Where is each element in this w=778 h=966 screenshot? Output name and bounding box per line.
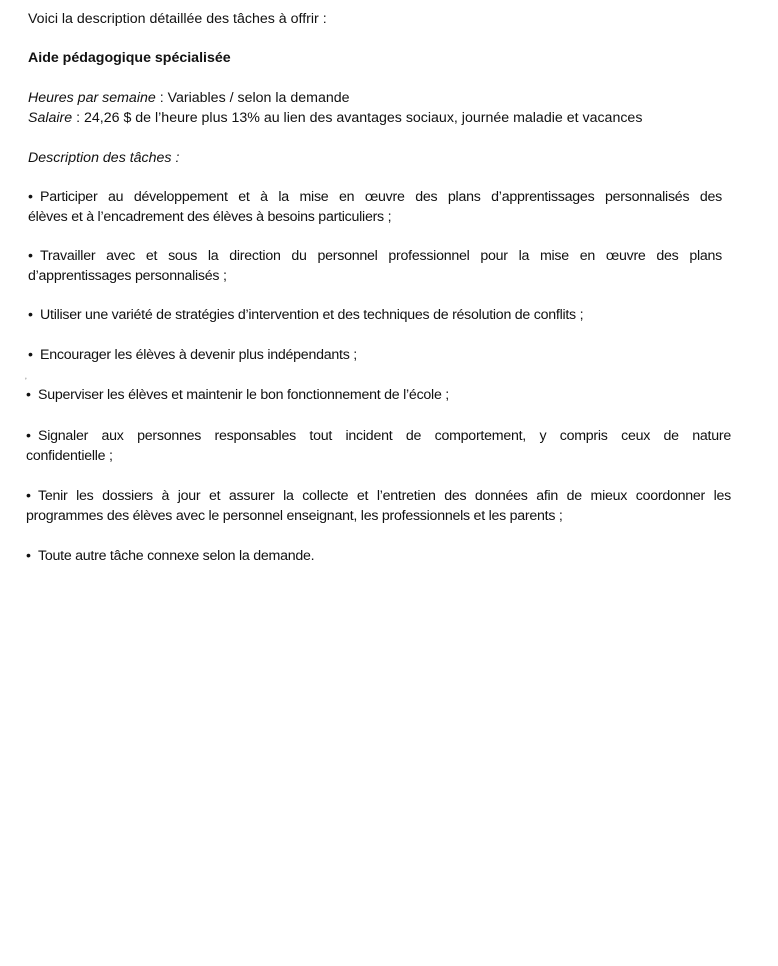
task-text: Signaler aux personnes responsables tout incident de comportement, y compris ceux de nature [38,428,731,444]
task-item [28,187,722,227]
salary-value: 24,26 $ de l’heure plus 13% au lien des avantages sociaux, journée maladie et vacances [84,110,643,126]
task-item [26,385,449,405]
bullet-icon: • [26,428,31,444]
salary-separator: : [72,110,84,126]
salary-line [28,108,642,128]
task-text: Utiliser une variété de stratégies d’intervention et des techniques de résolution de conflits ; [40,307,584,323]
task-text-continued: confidentielle ; [26,448,113,464]
task-item [26,486,731,526]
task-text: Toute autre tâche connexe selon la demande. [38,548,315,564]
bullet-icon: • [26,488,31,504]
task-item [28,305,583,325]
task-item [28,246,722,286]
stray-mark: ʼ [25,377,27,386]
task-text: Participer au développement et à la mise en œuvre des plans d’apprentissages personnalisés des [40,189,722,205]
bullet-icon: • [28,248,33,264]
bullet-icon: • [28,347,33,363]
job-title: Aide pédagogique spécialisée [28,50,231,66]
bullet-icon: • [28,189,33,205]
task-text-continued: d’apprentissages personnalisés ; [28,268,227,284]
task-text: Encourager les élèves à devenir plus indépendants ; [40,347,357,363]
task-text-continued: programmes des élèves avec le personnel enseignant, les professionnels et les parents ; [26,508,563,524]
hours-value: Variables / selon la demande [167,90,350,106]
bullet-icon: • [26,548,31,564]
salary-label: Salaire [28,110,73,126]
task-item [26,546,314,566]
task-text: Travailler avec et sous la direction du personnel professionnel pour la mise en œuvre des plans [40,248,722,264]
tasks-heading: Description des tâches : [28,150,180,166]
task-item [26,426,731,466]
task-text: Superviser les élèves et maintenir le bon fonctionnement de l’école ; [38,387,449,403]
hours-line [28,88,350,108]
task-item [28,345,357,365]
task-text: Tenir les dossiers à jour et assurer la collecte et l’entretien des données afin de mieux coordonner les [38,488,731,504]
task-text-continued: élèves et à l’encadrement des élèves à besoins particuliers ; [28,209,392,225]
hours-separator: : [155,90,168,106]
bullet-icon: • [28,307,33,323]
hours-label: Heures par semaine [28,90,156,106]
intro-text: Voici la description détaillée des tâches à offrir : [28,11,327,27]
bullet-icon: • [26,387,31,403]
